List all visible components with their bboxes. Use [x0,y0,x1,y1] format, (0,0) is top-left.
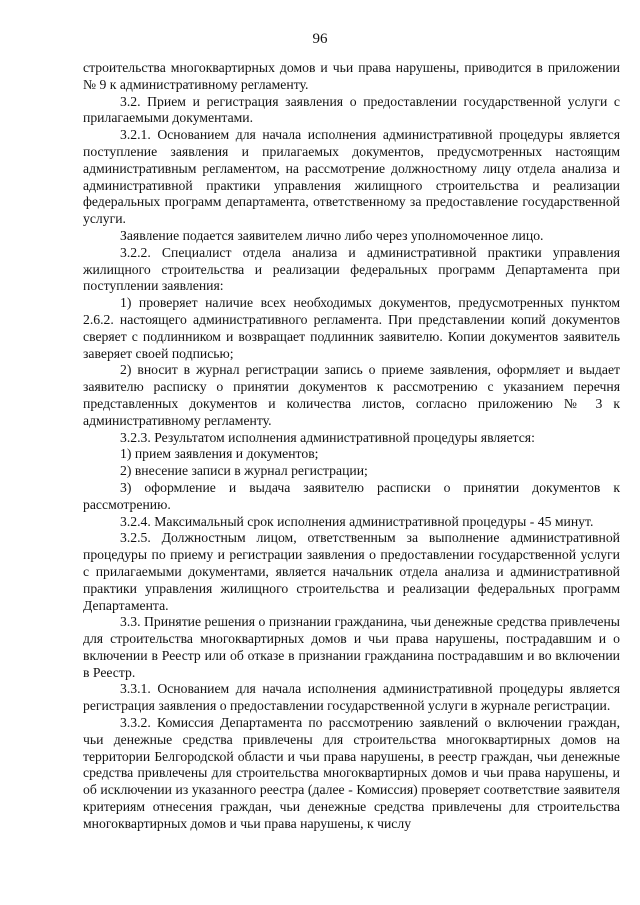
paragraph-section-3-3-2: 3.3.2. Комиссия Департамента по рассмотрению заявлений о включении граждан, чьи денежные средства привлечены для строительства многоквартирных домов на территории Белгородской области и чьи права нарушены, в реестр граждан, чьи денежные средства привлечены для строительства многоквартирных домов и чьи права нарушены, и об исключении из указанного реестра (далее - Комиссия) проверяет соответствие заявителя критериям отнесения граждан, чьи денежные средства привлечены для строительства многоквартирных домов и чьи права нарушены, к числу [83,715,620,831]
paragraph-continuation: строительства многоквартирных домов и чьи права нарушены, приводится в приложении № 9 к административному регламенту. [83,60,620,92]
paragraph-section-3-2: 3.2. Прием и регистрация заявления о предоставлении государственной услуги с прилагаемыми документами. [83,93,620,126]
paragraph-result-1: 1) прием заявления и документов; [120,446,319,462]
paragraph-section-3-2-1: 3.2.1. Основанием для начала исполнения административной процедуры является поступление заявления и прилагаемых документов, предусмотренных настоящим административным регламентом, на рассмотрение должностному лицу отдела анализа и административной практики управления жилищного строительства и реализации федеральных программ департамента, ответственному за предоставление государственной услуги. [83,127,620,227]
paragraph-section-3-2-4: 3.2.4. Максимальный срок исполнения административной процедуры - 45 минут. [120,513,594,529]
paragraph-result-3: 3) оформление и выдача заявителю расписки о принятии документов к рассмотрению. [83,479,620,512]
document-body [83,60,620,833]
paragraph-section-3-3-1: 3.3.1. Основанием для начала исполнения административной процедуры является регистрация заявления о предоставлении государственной услуги в журнале регистрации. [83,681,620,714]
paragraph-section-3-2-5: 3.2.5. Должностным лицом, ответственным за выполнение административной процедуры по приему и регистрации заявления о предоставлении государственной услуги с прилагаемыми документами, является начальник отдела анализа и административной практики управления жилищного строительства и реализации федеральных программ Департамента. [83,530,620,613]
paragraph-submission: Заявление подается заявителем лично либо через уполномоченное лицо. [120,227,544,243]
page-number: 96 [312,31,328,47]
paragraph-result-2: 2) внесение записи в журнал регистрации; [120,463,368,479]
paragraph-section-3-3: 3.3. Принятие решения о признании гражданина, чьи денежные средства привлечены для строительства многоквартирных домов и чьи права нарушены, пострадавшим и о включении в Реестр или об отказе в признании гражданина пострадавшим и во включении в Реестр. [83,614,620,680]
paragraph-item-2-register: 2) вносит в журнал регистрации запись о приеме заявления, оформляет и выдает заявителю расписку о принятии документов к рассмотрению с указанием перечня представленных документов и количества листов, согласно приложению № 3 к административному регламенту. [83,362,620,428]
paragraph-item-1-check: 1) проверяет наличие всех необходимых документов, предусмотренных пунктом 2.6.2. настоящего административного регламента. При представлении копий документов сверяет с подлинником и возвращает подлинник заявителю. Копии документов заявитель заверяет своей подписью; [83,295,620,361]
paragraph-section-3-2-2: 3.2.2. Специалист отдела анализа и административной практики управления жилищного строительства и реализации федеральных программ Департамента при поступлении заявления: [83,244,620,294]
paragraph-section-3-2-3: 3.2.3. Результатом исполнения административной процедуры является: [120,429,535,445]
